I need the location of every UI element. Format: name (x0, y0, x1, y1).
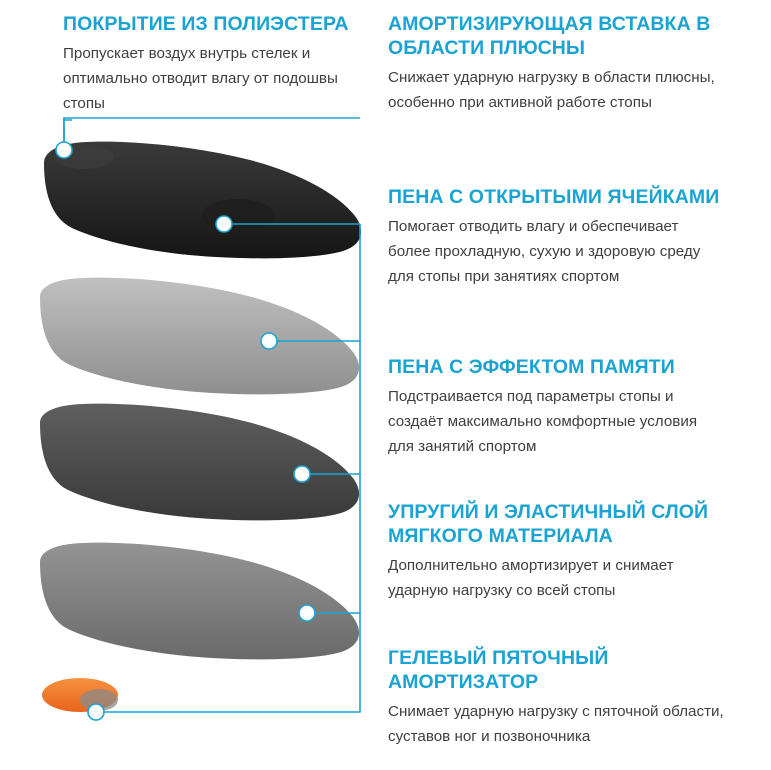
leader-line-1 (64, 118, 360, 150)
gel-heel-element (42, 678, 118, 712)
callout-memory-foam (388, 355, 723, 459)
callout-open-cell-foam (388, 185, 723, 289)
leader-line-5 (307, 474, 360, 613)
callout-body: Подстраивается под параметры стопы и создаёт максимально комфортные условия для занятий спортом (388, 388, 698, 455)
insole-medium-gray (40, 543, 359, 660)
leader-dot-4 (294, 466, 310, 482)
leader-line-3 (269, 224, 360, 341)
callout-title: ГЕЛЕВЫЙ ПЯТОЧНЫЙ АМОРТИЗАТОР (388, 647, 609, 693)
callout-gel-heel-pad (388, 646, 753, 749)
callout-body: Дополнительно амортизирует и снимает ударную нагрузку со всей стопы (388, 557, 674, 599)
leader-dot-2 (216, 216, 232, 232)
callout-metatarsal-cushion (388, 12, 718, 115)
leader-dot-5 (299, 605, 315, 621)
callout-body: Помогает отводить влагу и обеспечивает более прохладную, сухую и здоровую среду для стопы при занятиях спортом (388, 218, 701, 285)
callout-title: ПЕНА С ЭФФЕКТОМ ПАМЯТИ (388, 356, 675, 378)
callout-polyester-cover (63, 12, 363, 116)
callout-title: ПОКРЫТИЕ ИЗ ПОЛИЭСТЕРА (63, 13, 349, 35)
callout-body: Снижает ударную нагрузку в области плюсны, особенно при активной работе стопы (388, 69, 715, 111)
callout-title: УПРУГИЙ И ЭЛАСТИЧНЫЙ СЛОЙ МЯГКОГО МАТЕРИАЛА (388, 501, 709, 547)
insole-light-gray (40, 278, 359, 395)
insole-dark-gray (40, 404, 359, 521)
leader-dot-6 (88, 704, 104, 720)
leader-dot-3 (261, 333, 277, 349)
leader-dot-1 (56, 142, 72, 158)
leader-line-4 (302, 341, 360, 474)
callout-body: Снимает ударную нагрузку с пяточной области, суставов ног и позвоночника (388, 703, 724, 745)
leader-lines (56, 118, 360, 720)
leader-line-6 (96, 613, 360, 712)
callout-title: ПЕНА С ОТКРЫТЫМИ ЯЧЕЙКАМИ (388, 186, 720, 208)
insole-black-top (44, 142, 361, 259)
callout-body: Пропускает воздух внутрь стелек и оптимально отводит влагу от подошвы стопы (63, 45, 338, 112)
callout-title: АМОРТИЗИРУЮЩАЯ ВСТАВКА В ОБЛАСТИ ПЛЮСНЫ (388, 13, 711, 59)
callout-elastic-soft-layer (388, 500, 733, 603)
